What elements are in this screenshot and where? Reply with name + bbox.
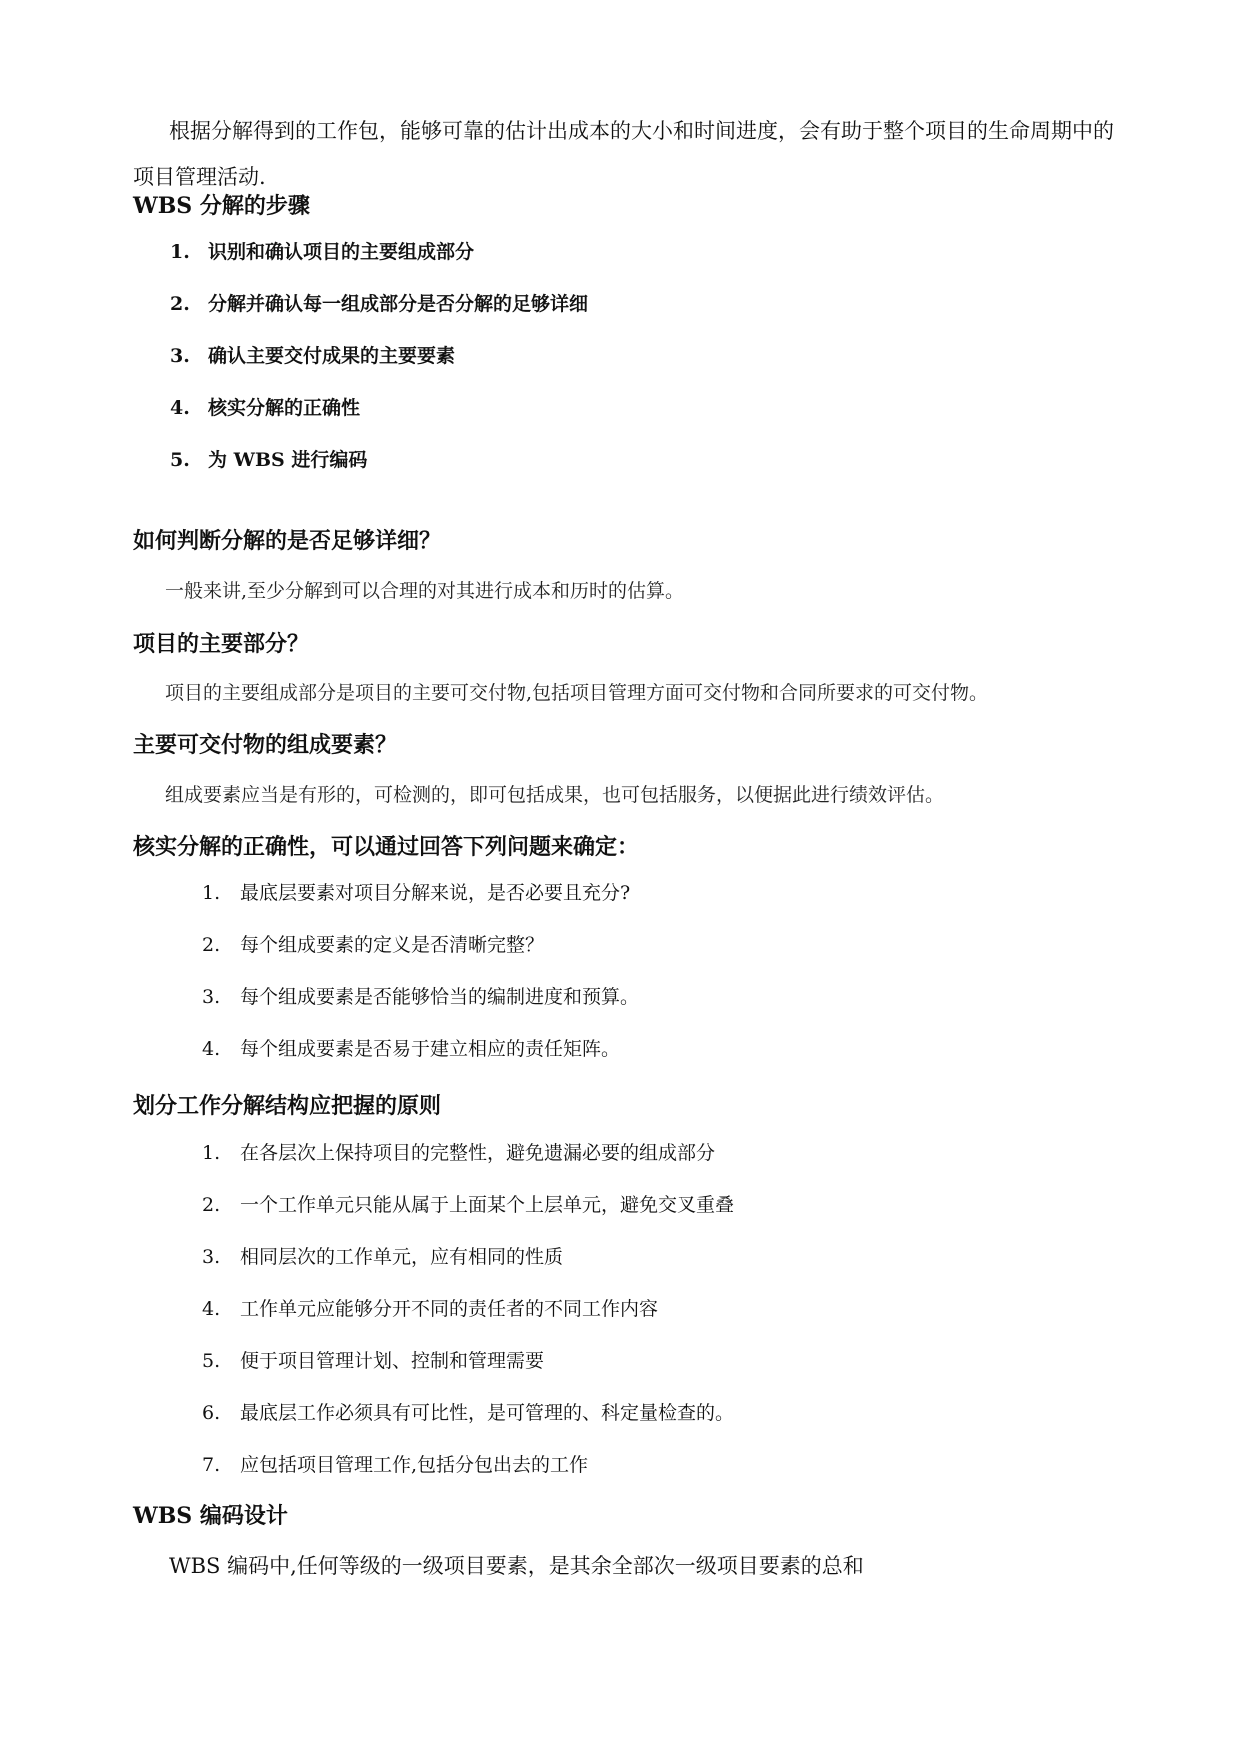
list-text: 每个组成要素的定义是否清晰完整？ — [240, 934, 545, 956]
detail-question-heading: 如何判断分解的是否足够详细？ — [133, 528, 442, 554]
list-text: 核实分解的正确性 — [208, 397, 361, 419]
list-number: 3. — [170, 345, 190, 367]
list-number: 4. — [170, 397, 190, 419]
coding-paragraph: WBS 编码中,任何等级的一级项目要素，是其余全部次一级项目要素的总和 — [169, 1554, 864, 1578]
main-parts-answer: 项目的主要组成部分是项目的主要可交付物,包括项目管理方面可交付物和合同所要求的可交付物。 — [165, 682, 989, 704]
list-text: 确认主要交付成果的主要要素 — [208, 345, 456, 367]
list-item — [202, 1450, 734, 1502]
list-number: 1. — [202, 1142, 221, 1164]
list-item — [170, 237, 588, 289]
list-number: 3. — [202, 986, 221, 1008]
list-text: 最底层要素对项目分解来说，是否必要且充分? — [240, 882, 631, 904]
list-item — [202, 1398, 734, 1450]
list-number: 1. — [170, 241, 190, 263]
verify-heading: 核实分解的正确性，可以通过回答下列问题来确定： — [133, 834, 640, 860]
list-item — [202, 1242, 734, 1294]
list-text: 一个工作单元只能从属于上面某个上层单元，避免交叉重叠 — [240, 1194, 735, 1216]
list-number: 4. — [202, 1298, 221, 1320]
list-text: 每个组成要素是否能够恰当的编制进度和预算。 — [240, 986, 640, 1008]
list-number: 2. — [202, 934, 221, 956]
list-number: 1. — [202, 882, 221, 904]
list-item — [202, 982, 639, 1034]
list-number: 4. — [202, 1038, 221, 1060]
list-number: 2. — [202, 1194, 221, 1216]
list-text: 便于项目管理计划、控制和管理需要 — [240, 1350, 545, 1372]
list-number: 2. — [170, 293, 190, 315]
list-number: 6. — [202, 1402, 221, 1424]
coding-heading: WBS 编码设计 — [133, 1503, 288, 1529]
list-item — [202, 1346, 734, 1398]
list-number: 3. — [202, 1246, 221, 1268]
list-number: 5. — [202, 1350, 221, 1372]
main-parts-heading: 项目的主要部分？ — [133, 631, 310, 657]
list-item — [202, 1190, 734, 1242]
verify-list — [202, 878, 639, 1086]
list-text: 每个组成要素是否易于建立相应的责任矩阵。 — [240, 1038, 621, 1060]
list-text: 在各层次上保持项目的完整性，避免遗漏必要的组成部分 — [240, 1142, 716, 1164]
steps-heading: WBS 分解的步骤 — [133, 193, 310, 219]
list-text: 相同层次的工作单元，应有相同的性质 — [240, 1246, 564, 1268]
list-item — [170, 445, 588, 497]
list-item — [202, 1138, 734, 1190]
list-item — [170, 289, 588, 341]
list-number: 5. — [170, 449, 190, 471]
list-item — [170, 393, 588, 445]
list-item — [202, 1294, 734, 1346]
list-item — [202, 1034, 639, 1086]
elements-answer: 组成要素应当是有形的，可检测的，即可包括成果，也可包括服务，以便据此进行绩效评估。 — [165, 784, 945, 806]
detail-answer: 一般来讲,至少分解到可以合理的对其进行成本和历时的估算。 — [165, 580, 685, 602]
elements-heading: 主要可交付物的组成要素？ — [133, 732, 398, 758]
list-text: 最底层工作必须具有可比性，是可管理的、科定量检查的。 — [240, 1402, 735, 1424]
list-item — [202, 878, 639, 930]
list-item — [170, 341, 588, 393]
list-text: 应包括项目管理工作,包括分包出去的工作 — [240, 1454, 589, 1476]
list-text: 识别和确认项目的主要组成部分 — [208, 241, 475, 263]
principles-heading: 划分工作分解结构应把握的原则 — [133, 1093, 442, 1119]
steps-list — [170, 237, 588, 497]
principles-list — [202, 1138, 734, 1502]
intro-paragraph: 根据分解得到的工作包，能够可靠的估计出成本的大小和时间进度，会有助于整个项目的生命周期中的项目管理活动. — [133, 119, 1114, 189]
list-number: 7. — [202, 1454, 221, 1476]
list-text: 分解并确认每一组成部分是否分解的足够详细 — [208, 293, 589, 315]
list-item — [202, 930, 639, 982]
list-text: 工作单元应能够分开不同的责任者的不同工作内容 — [240, 1298, 659, 1320]
list-text: 为 WBS 进行编码 — [208, 449, 368, 471]
